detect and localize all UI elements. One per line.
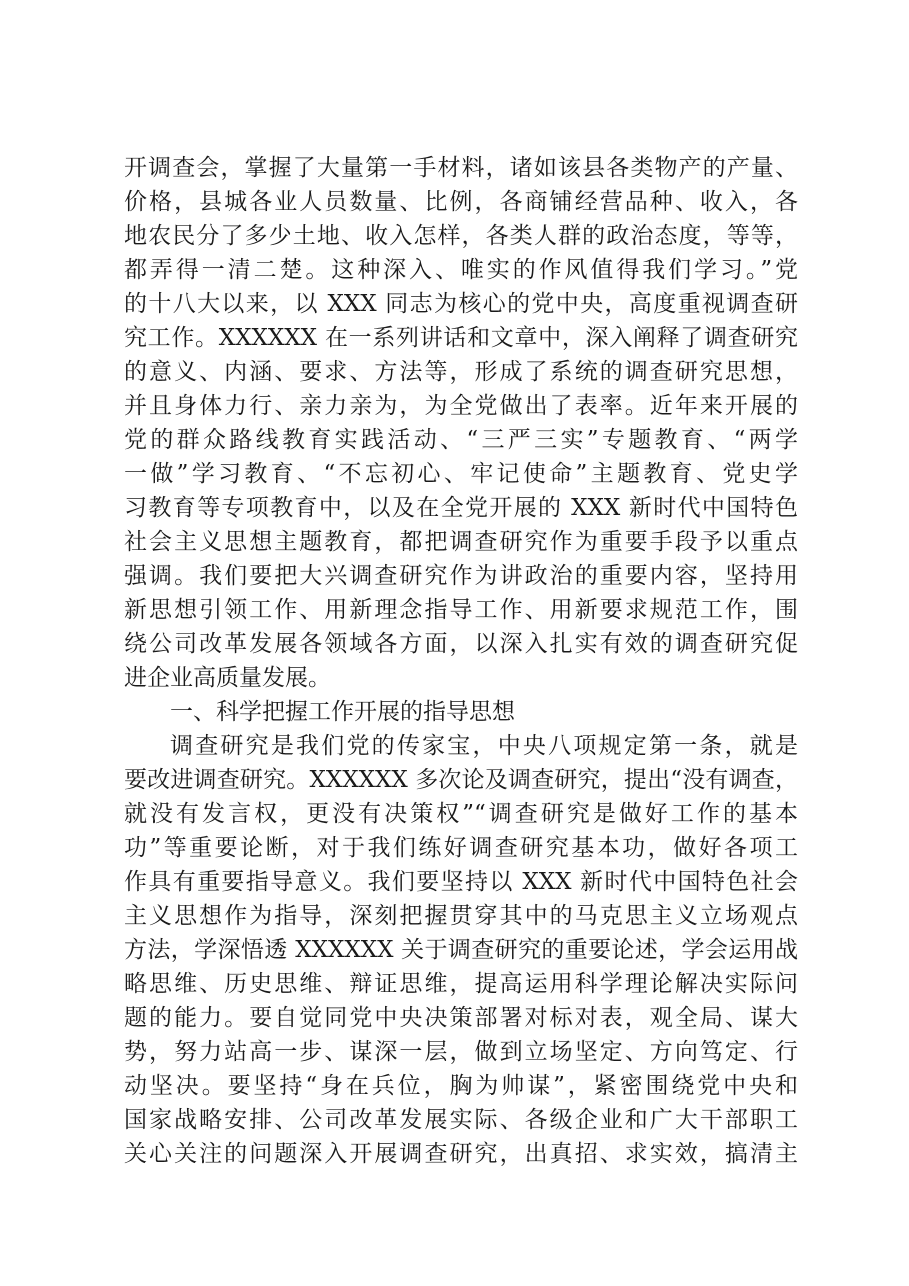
paragraph-line: 都弄得一清二楚。这种深入、唯实的作风值得我们学习。”党 — [124, 257, 798, 283]
paragraph-line: 并且身体力行、亲力亲为，为全党做出了表率。近年来开展的 — [124, 393, 798, 419]
paragraph-line: 绕公司改革发展各领域各方面，以深入扎实有效的调查研究促 — [124, 631, 798, 657]
paragraph-line: 略思维、历史思维、辩证思维，提高运用科学理论解决实际问 — [124, 971, 798, 997]
paragraph-line: 方法，学深悟透 XXXXXX 关于调查研究的重要论述，学会运用战 — [124, 937, 798, 963]
paragraph-line: 社会主义思想主题教育，都把调查研究作为重要手段予以重点 — [124, 529, 798, 555]
paragraph-line: 要改进调查研究。XXXXXX 多次论及调查研究，提出“没有调查， — [124, 767, 798, 793]
paragraph-line: 势，努力站高一步、谋深一层，做到立场坚定、方向笃定、行 — [124, 1039, 798, 1065]
paragraph-line: 开调查会，掌握了大量第一手材料，诸如该县各类物产的产量、 — [124, 155, 798, 181]
paragraph-line: 强调。我们要把大兴调查研究作为讲政治的重要内容，坚持用 — [124, 563, 798, 589]
paragraph-line: 究工作。XXXXXX 在一系列讲话和文章中，深入阐释了调查研究 — [124, 325, 798, 351]
paragraph-line: 新思想引领工作、用新理念指导工作、用新要求规范工作，围 — [124, 597, 798, 623]
paragraph-line: 一做”学习教育、“不忘初心、牢记使命”主题教育、党史学 — [124, 461, 798, 487]
paragraph-line: 习教育等专项教育中，以及在全党开展的 XXX 新时代中国特色 — [124, 495, 798, 521]
paragraph-line: 作具有重要指导意义。我们要坚持以 XXX 新时代中国特色社会 — [124, 869, 798, 895]
paragraph-line: 就没有发言权，更没有决策权”“调查研究是做好工作的基本 — [124, 801, 798, 827]
paragraph-line: 功”等重要论断，对于我们练好调查研究基本功，做好各项工 — [124, 835, 798, 861]
paragraph-line: 国家战略安排、公司改革发展实际、各级企业和广大干部职工 — [124, 1107, 798, 1133]
paragraph-line: 价格，县城各业人员数量、比例，各商铺经营品种、收入，各 — [124, 189, 798, 215]
paragraph-line: 的意义、内涵、要求、方法等，形成了系统的调查研究思想， — [124, 359, 798, 385]
paragraph-line: 动坚决。要坚持“身在兵位，胸为帅谋”，紧密围绕党中央和 — [124, 1073, 798, 1099]
paragraph-line: 的十八大以来，以 XXX 同志为核心的党中央，高度重视调查研 — [124, 291, 798, 317]
section-heading: 一、科学把握工作开展的指导思想 — [170, 699, 515, 725]
paragraph-line: 调查研究是我们党的传家宝，中央八项规定第一条，就是 — [170, 733, 798, 759]
paragraph-line: 题的能力。要自觉同党中央决策部署对标对表，观全局、谋大 — [124, 1005, 798, 1031]
paragraph-line: 党的群众路线教育实践活动、“三严三实”专题教育、“两学 — [124, 427, 798, 453]
paragraph-line: 地农民分了多少土地、收入怎样，各类人群的政治态度，等等， — [124, 223, 798, 249]
paragraph-line: 主义思想作为指导，深刻把握贯穿其中的马克思主义立场观点 — [124, 903, 798, 929]
paragraph-line: 关心关注的问题深入开展调查研究，出真招、求实效，搞清主 — [124, 1141, 798, 1167]
paragraph-line: 进企业高质量发展。 — [124, 665, 331, 691]
